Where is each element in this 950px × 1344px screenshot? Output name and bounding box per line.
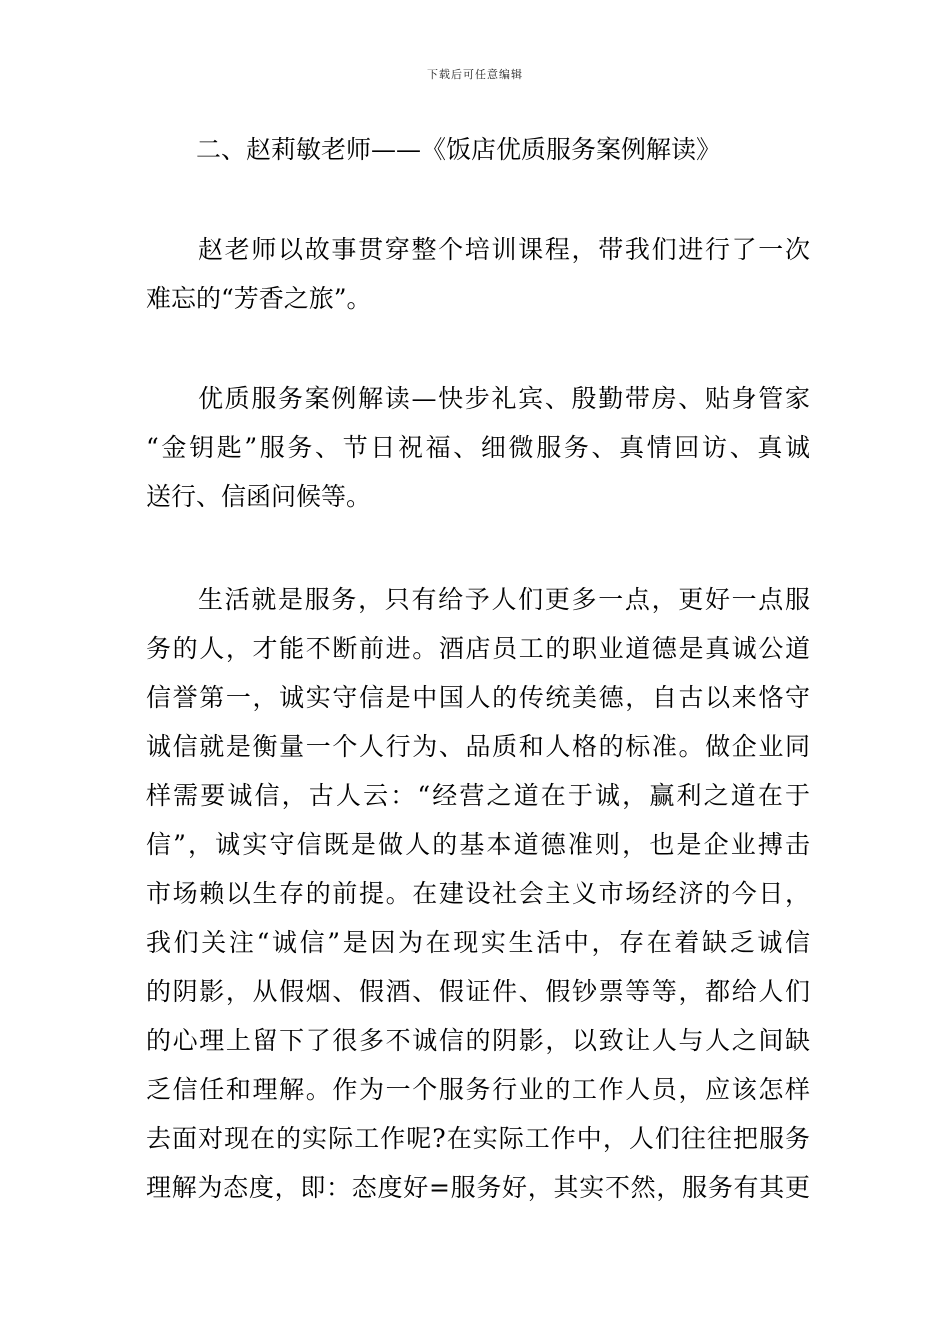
paragraph-line: 理解为态度，即：态度好=服务好，其实不然，服务有其更 bbox=[146, 1173, 810, 1202]
paragraph-line: “金钥匙”服务、节日祝福、细微服务、真情回访、真诚 bbox=[146, 433, 810, 462]
paragraph-line: 样需要诚信，古人云：“经营之道在于诚，赢利之道在于 bbox=[146, 781, 810, 810]
paragraph-line: 难忘的“芳香之旅”。 bbox=[146, 284, 372, 313]
paragraph-line: 市场赖以生存的前提。在建设社会主义市场经济的今日， bbox=[146, 879, 810, 908]
paragraph-3 bbox=[146, 575, 810, 1212]
paragraph-line: 信”，诚实守信既是做人的基本道德准则，也是企业搏击 bbox=[146, 830, 810, 859]
paragraph-line: 乏信任和理解。作为一个服务行业的工作人员，应该怎样 bbox=[146, 1075, 810, 1104]
paragraph-line: 的心理上留下了很多不诚信的阴影，以致让人与人之间缺 bbox=[146, 1026, 810, 1055]
paragraph-line: 务的人，才能不断前进。酒店员工的职业道德是真诚公道 bbox=[146, 634, 810, 663]
paragraph-line: 送行、信函问候等。 bbox=[146, 482, 372, 511]
section-heading: 二、赵莉敏老师——《饭店优质服务案例解读》 bbox=[196, 135, 722, 164]
paragraph-line: 诚信就是衡量一个人行为、品质和人格的标准。做企业同 bbox=[146, 732, 810, 761]
paragraph-2 bbox=[146, 374, 810, 521]
paragraph-line: 赵老师以故事贯穿整个培训课程，带我们进行了一次 bbox=[198, 235, 810, 264]
paragraph-line: 信誉第一，诚实守信是中国人的传统美德，自古以来恪守 bbox=[146, 683, 810, 712]
paragraph-line: 优质服务案例解读—快步礼宾、殷勤带房、贴身管家 bbox=[198, 384, 810, 413]
paragraph-line: 的阴影，从假烟、假酒、假证件、假钞票等等，都给人们 bbox=[146, 977, 810, 1006]
paragraph-line: 去面对现在的实际工作呢?在实际工作中，人们往往把服务 bbox=[146, 1124, 810, 1153]
paragraph-line: 生活就是服务，只有给予人们更多一点，更好一点服 bbox=[198, 585, 810, 614]
paragraph-line: 我们关注“诚信”是因为在现实生活中，存在着缺乏诚信 bbox=[146, 928, 810, 957]
header-note: 下载后可任意编辑 bbox=[427, 68, 523, 81]
paragraph-1 bbox=[146, 225, 810, 323]
